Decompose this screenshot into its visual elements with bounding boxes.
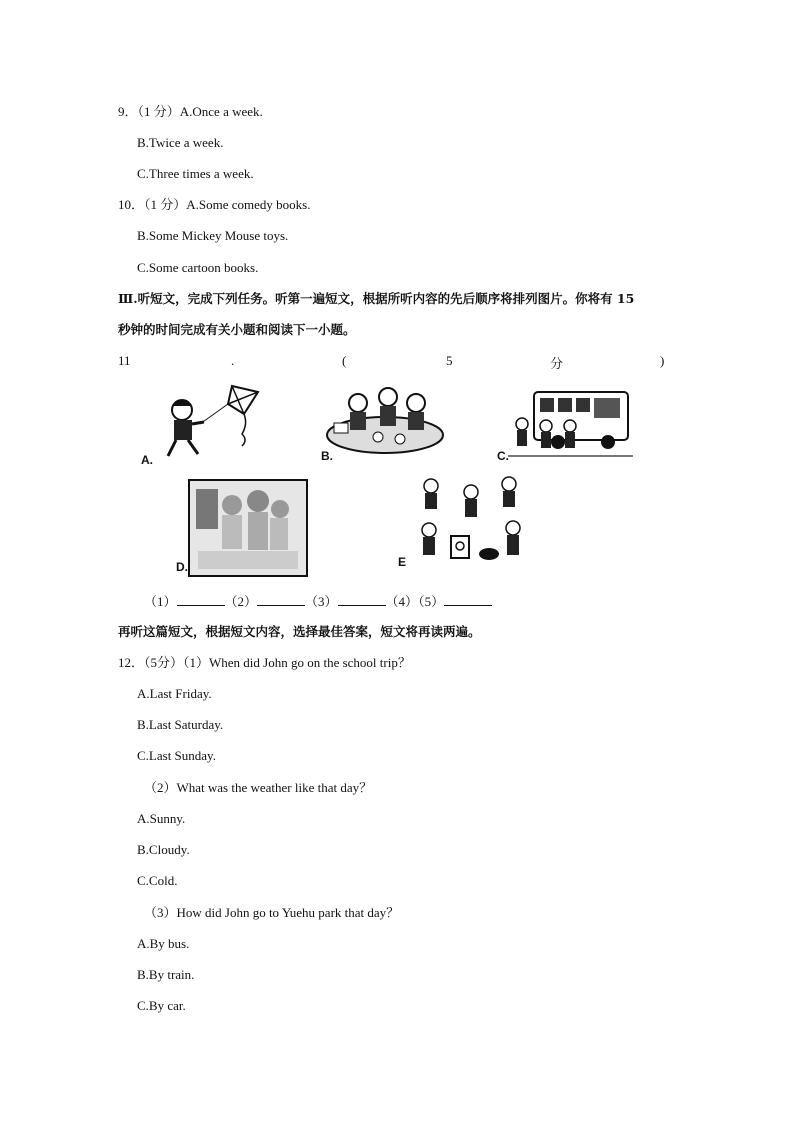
q12-1-option-a: A.Last Friday.	[137, 686, 212, 701]
children-photo-picture	[188, 479, 308, 577]
answer-label-2: （2）	[224, 594, 258, 609]
q12-2-question: （2）What was the weather like that day？	[144, 780, 373, 795]
q12-2-option-b: B.Cloudy.	[137, 842, 190, 857]
q12-3-option-a: A.By bus.	[137, 936, 190, 951]
q10-option-b: B.Some Mickey Mouse toys.	[137, 228, 289, 243]
q11-dot: .	[231, 353, 235, 368]
section3-instruction-line2: 秒钟的时间完成有关小题和阅读下一小题。	[118, 322, 356, 337]
answer-label-5: （5）	[418, 594, 445, 609]
q11-heading	[118, 353, 668, 369]
answer-blank-5[interactable]	[444, 593, 492, 606]
q11-answer-row	[144, 593, 492, 610]
picnic-picture	[320, 385, 450, 460]
kite-boy-picture	[140, 378, 270, 468]
cleaning-picture	[415, 474, 535, 570]
q12-1-option-b: B.Last Saturday.	[137, 717, 224, 732]
bus-picture	[508, 388, 633, 460]
answer-label-1: （1）	[144, 594, 177, 609]
answer-blank-1[interactable]	[177, 593, 225, 606]
q9-stem: 9．（1 分）A.Once a week.	[118, 104, 263, 119]
picture-e-label: E	[398, 555, 407, 569]
q11-score-unit: 分	[550, 356, 564, 371]
q12-1-option-c: C.Last Sunday.	[137, 748, 216, 763]
section3-instruction-line1: Ⅲ.听短文，完成下列任务。听第一遍短文，根据所听内容的先后顺序将排列图片。你将有 15	[118, 291, 635, 306]
answer-blank-3[interactable]	[338, 593, 386, 606]
picture-b-label: B.	[321, 449, 333, 463]
q9-option-c: C.Three times a week.	[137, 166, 254, 181]
q9-option-b: B.Twice a week.	[137, 135, 224, 150]
picture-a-label: A.	[141, 453, 153, 467]
q11-right-paren: )	[660, 353, 665, 368]
q11-score: 5	[446, 353, 453, 368]
picture-d-label: D.	[176, 560, 188, 574]
q12-3-option-b: B.By train.	[137, 967, 195, 982]
q12-2-option-c: C.Cold.	[137, 873, 178, 888]
q12-3-question: （3）How did John go to Yuehu park that day？	[144, 905, 400, 920]
answer-label-4: （4）	[385, 594, 419, 609]
answer-blank-2[interactable]	[257, 593, 305, 606]
instruction-listen-again: 再听这篇短文，根据短文内容，选择最佳答案，短文将再读两遍。	[118, 624, 481, 639]
q12-3-option-c: C.By car.	[137, 998, 186, 1013]
answer-label-3: （3）	[305, 594, 338, 609]
q11-number: 11	[118, 353, 131, 368]
picture-c-label: C.	[497, 449, 509, 463]
q12-2-option-a: A.Sunny.	[137, 811, 186, 826]
q11-left-paren: (	[342, 353, 347, 368]
q10-option-c: C.Some cartoon books.	[137, 260, 259, 275]
q10-stem: 10．（1 分）A.Some comedy books.	[118, 197, 311, 212]
q12-stem: 12．（5分）（1）When did John go on the school trip？	[118, 655, 411, 670]
